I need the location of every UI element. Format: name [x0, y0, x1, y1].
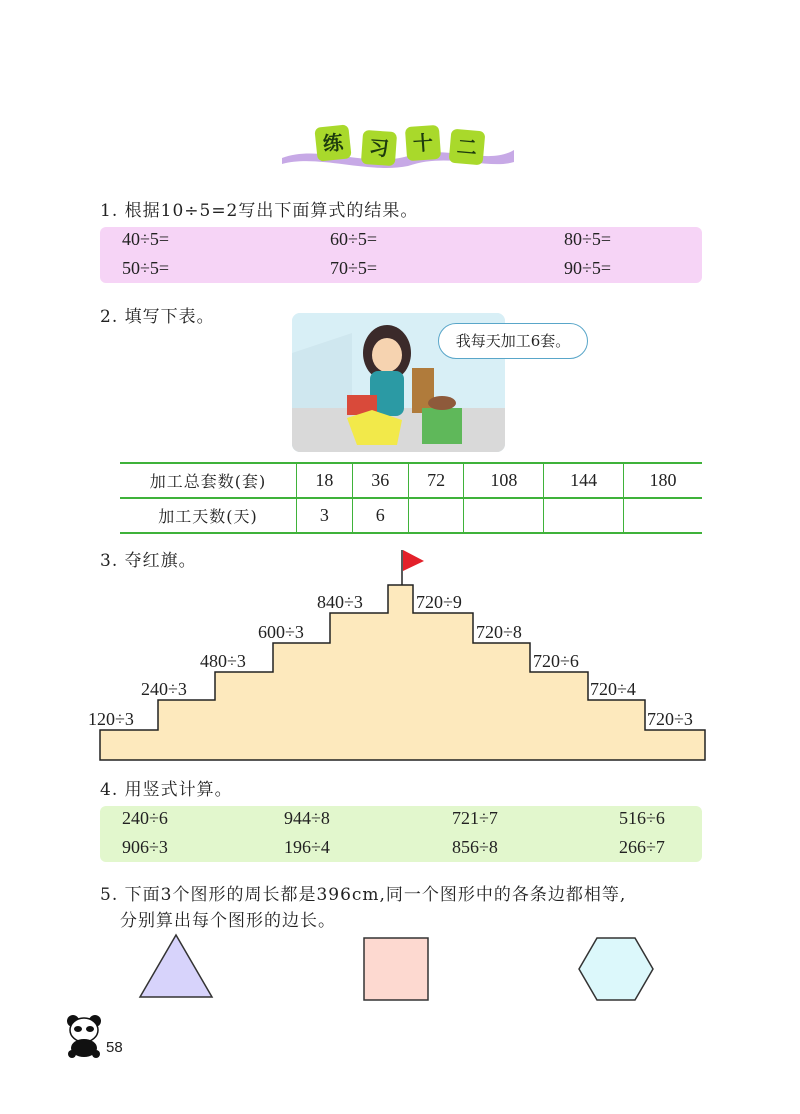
panda-icon — [64, 1012, 104, 1058]
stair-expression: 840÷3 — [317, 592, 363, 612]
expression: 856÷8 — [452, 837, 498, 857]
stair-expression: 720÷4 — [590, 679, 636, 699]
question-1-prompt: 1. 根据10÷5=2写出下面算式的结果。 — [100, 201, 419, 221]
table-row-label: 加工天数(天) — [120, 498, 297, 533]
stair-expression: 600÷3 — [258, 622, 304, 642]
table-cell: 108 — [464, 463, 544, 498]
title-char-3: 十 — [405, 125, 441, 161]
table-cell: 3 — [297, 498, 353, 533]
red-flag-staircase — [90, 545, 720, 765]
question-5-line-2: 分别算出每个图形的边长。 — [120, 911, 336, 931]
table-cell: 72 — [408, 463, 464, 498]
table-cell-blank[interactable] — [544, 498, 624, 533]
staircase-shape — [100, 585, 705, 760]
expression: 721÷7 — [452, 808, 498, 828]
stair-expression: 480÷3 — [200, 651, 246, 671]
table-cell-blank[interactable] — [624, 498, 702, 533]
table-row-label: 加工总套数(套) — [120, 463, 297, 498]
question-2-prompt: 2. 填写下表。 — [100, 307, 215, 327]
table-cell: 18 — [297, 463, 353, 498]
table-cell: 144 — [544, 463, 624, 498]
expression: 906÷3 — [122, 837, 168, 857]
question-5-line-1: 5. 下面3个图形的周长都是396cm,同一个图形中的各条边都相等, — [100, 885, 627, 905]
hexagon-shape — [577, 936, 655, 1002]
stair-expression: 720÷9 — [416, 592, 462, 612]
expression: 90÷5= — [564, 258, 612, 278]
question-4-prompt: 4. 用竖式计算。 — [100, 780, 233, 800]
question-4-box — [100, 806, 702, 862]
stair-expression: 720÷3 — [647, 709, 693, 729]
square-shape — [362, 936, 430, 1002]
table-row — [120, 498, 702, 533]
table-cell: 180 — [624, 463, 702, 498]
red-flag-icon — [403, 550, 424, 571]
expression: 80÷5= — [564, 229, 612, 249]
expression: 60÷5= — [330, 229, 378, 249]
expression: 240÷6 — [122, 808, 168, 828]
page-number: 58 — [106, 1039, 123, 1056]
expression: 40÷5= — [122, 229, 170, 249]
title-char-4: 二 — [449, 129, 486, 166]
table-cell-blank[interactable] — [464, 498, 544, 533]
stair-expression: 240÷3 — [141, 679, 187, 699]
speech-bubble: 我每天加工6套。 — [438, 323, 588, 359]
stair-expression: 120÷3 — [88, 709, 134, 729]
exercise-title-banner — [278, 118, 516, 176]
stair-expression: 720÷6 — [533, 651, 579, 671]
question-1-box — [100, 227, 702, 283]
table-cell: 36 — [352, 463, 408, 498]
title-char-1: 练 — [314, 124, 351, 161]
processing-table — [120, 462, 702, 534]
table-cell: 6 — [352, 498, 408, 533]
expression: 50÷5= — [122, 258, 170, 278]
expression: 266÷7 — [619, 837, 665, 857]
expression: 944÷8 — [284, 808, 330, 828]
expression: 70÷5= — [330, 258, 378, 278]
expression: 196÷4 — [284, 837, 330, 857]
table-cell-blank[interactable] — [408, 498, 464, 533]
question-3-prompt: 3. 夺红旗。 — [100, 551, 197, 571]
table-row — [120, 463, 702, 498]
expression: 516÷6 — [619, 808, 665, 828]
title-char-2: 习 — [361, 130, 397, 166]
triangle-shape — [137, 932, 215, 1000]
stair-expression: 720÷8 — [476, 622, 522, 642]
